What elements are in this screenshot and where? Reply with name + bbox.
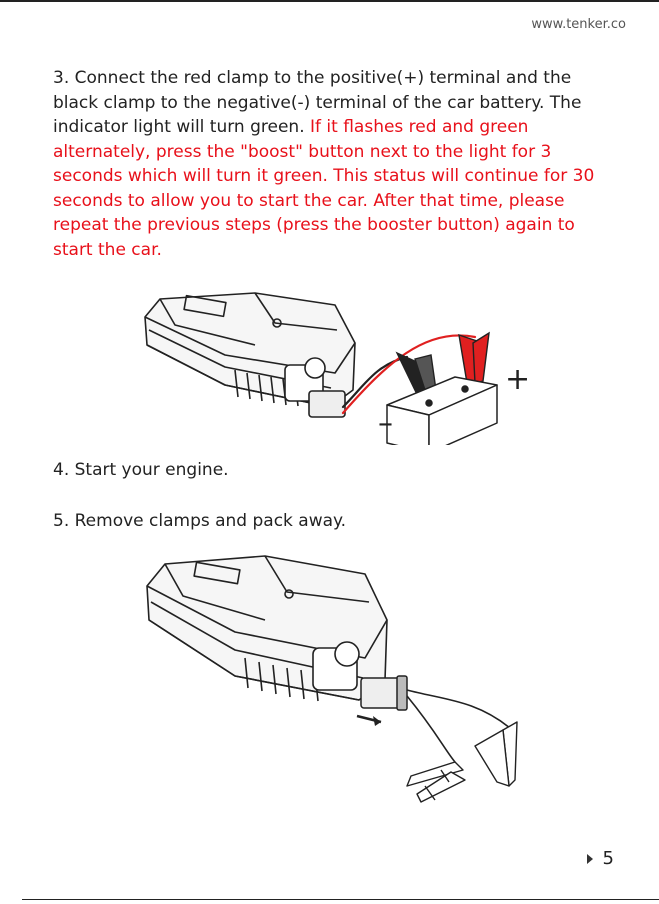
step-3-instruction xyxy=(53,66,613,262)
website-url: www.tenker.co xyxy=(531,17,626,32)
page-number-text: 5 xyxy=(602,848,614,869)
jump-starter-connected-illustration xyxy=(125,285,545,445)
step-3-black-text: 3. Connect the red clamp to the positive(+) terminal and the black clamp to the negative(-) terminal of the car battery. The indicator light will turn green. xyxy=(53,68,582,137)
jump-starter-device xyxy=(145,293,355,417)
triangle-right-icon xyxy=(587,854,593,864)
step-3-red-warning: If it flashes red and green alternately, press the "boost" button next to the light for 3 seconds which will turn it green. This status will continue for 30 seconds to allow you to start the car. After that time, please repeat the previous steps (press the booster button) again to start the car. xyxy=(53,117,595,260)
red-clamp xyxy=(459,333,489,383)
clamp-jaws xyxy=(407,722,517,802)
top-rule xyxy=(0,0,659,2)
bottom-rule xyxy=(22,899,659,900)
page-number xyxy=(587,848,614,869)
step-5-instruction: 5. Remove clamps and pack away. xyxy=(53,511,347,531)
clamp-plug xyxy=(361,676,407,710)
positive-sign: + xyxy=(505,362,531,397)
jump-starter-device xyxy=(147,556,387,701)
negative-sign: – xyxy=(378,406,393,441)
clamp-removal-illustration xyxy=(125,550,525,830)
step-4-instruction: 4. Start your engine. xyxy=(53,460,229,480)
car-battery xyxy=(387,377,497,445)
